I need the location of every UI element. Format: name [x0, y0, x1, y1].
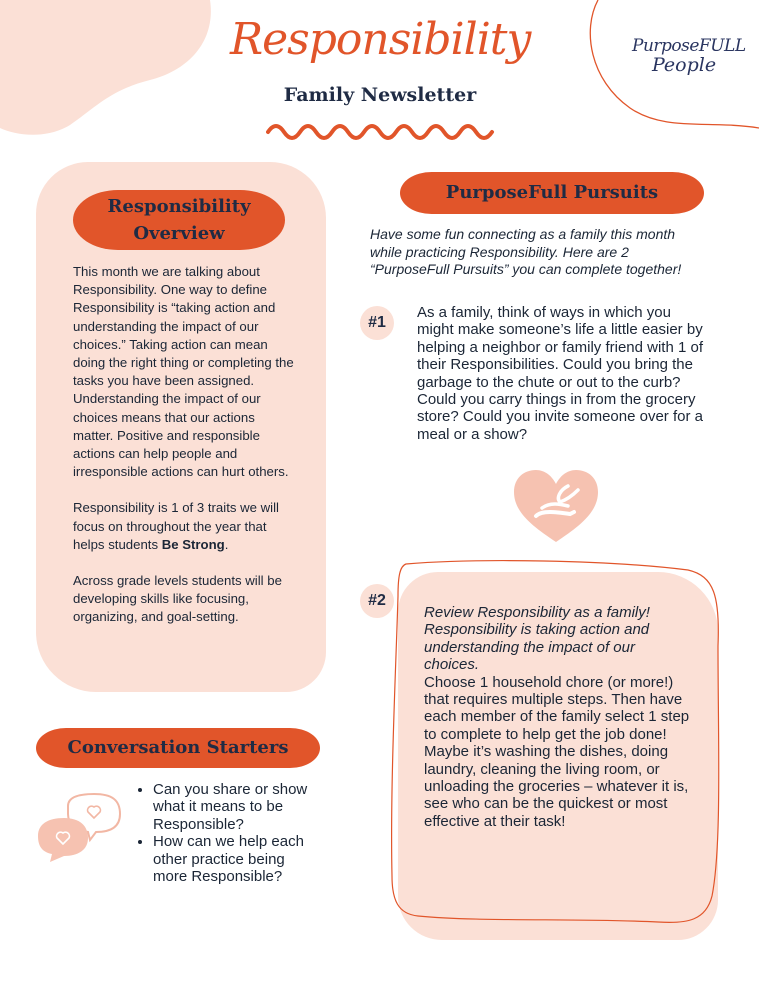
- pursuit-2-text: Choose 1 household chore (or more!) that requires multiple steps. Then have each member of the family select 1 step to complete to help get the job done! Maybe it’s washing the dishes, doing laundry, cleaning the living room, or unloading the groceries – whatever it is, see who can be the quickest or most effective at their task!: [424, 673, 690, 830]
- overview-paragraph-2: Responsibility is 1 of 3 traits we will focus on throughout the year that helps students Be Strong.: [73, 500, 279, 552]
- pursuit-1-text: As a family, think of ways in which you might make someone’s life a little easier by helping a neighbor or family friend with 1 of their Responsibilities. Could you bring the garbage to the chute or out to the curb? Could you carry things in from the grocery store? Could you invite someone over for a meal or a show?: [417, 304, 703, 443]
- conversation-item: • Can you share or show what it means to be Responsible?: [153, 781, 313, 833]
- overview-paragraph-3: Across grade levels students will be developing skills like focusing, organizing, and goal-setting.: [73, 573, 282, 625]
- pursuits-intro: Have some fun connecting as a family this month while practicing Responsibility. Here are 2 “PurposeFull Pursuits” you can complete together!: [370, 226, 682, 277]
- logo-line1: PurposeFULL: [632, 36, 746, 56]
- pursuit-2-body: [424, 604, 694, 830]
- logo-line2: People: [652, 54, 717, 76]
- overview-heading-line1: Responsibility: [107, 196, 251, 217]
- conversation-item: • How can we help each other practice being more Responsible?: [153, 833, 313, 885]
- heart-hands-icon: [512, 468, 600, 544]
- page-subtitle: Family Newsletter: [283, 84, 477, 106]
- pursuit-2-badge: #2: [360, 584, 394, 618]
- conversation-heading: Conversation Starters: [36, 728, 320, 768]
- overview-heading: [73, 190, 285, 250]
- pursuit-2-italic: Review Responsibility as a family! Responsibility is taking action and understanding the impact of our choices.: [424, 604, 650, 674]
- overview-heading-line2: Overview: [133, 223, 225, 244]
- wave-divider: [266, 118, 496, 140]
- overview-body: [73, 263, 295, 627]
- pursuits-heading: PurposeFull Pursuits: [400, 172, 704, 214]
- be-strong-emphasis: Be Strong: [161, 536, 225, 552]
- page-title: Responsibility: [230, 14, 531, 65]
- purposefull-people-logo: [632, 36, 747, 76]
- speech-bubbles-icon: [34, 792, 126, 864]
- pursuit-1-badge: #1: [360, 306, 394, 340]
- conversation-list: [133, 781, 313, 885]
- corner-blob-decoration: [0, 0, 215, 140]
- overview-paragraph-1: This month we are talking about Responsibility. One way to define Responsibility is “taking action and understanding the impact of our choices.” Taking action can mean doing the right thing or completing the tasks you have been assigned. Understanding the impact of our choices means that our actions matter. Positive and responsible actions can help people and irresponsible actions can hurt others.: [73, 264, 294, 480]
